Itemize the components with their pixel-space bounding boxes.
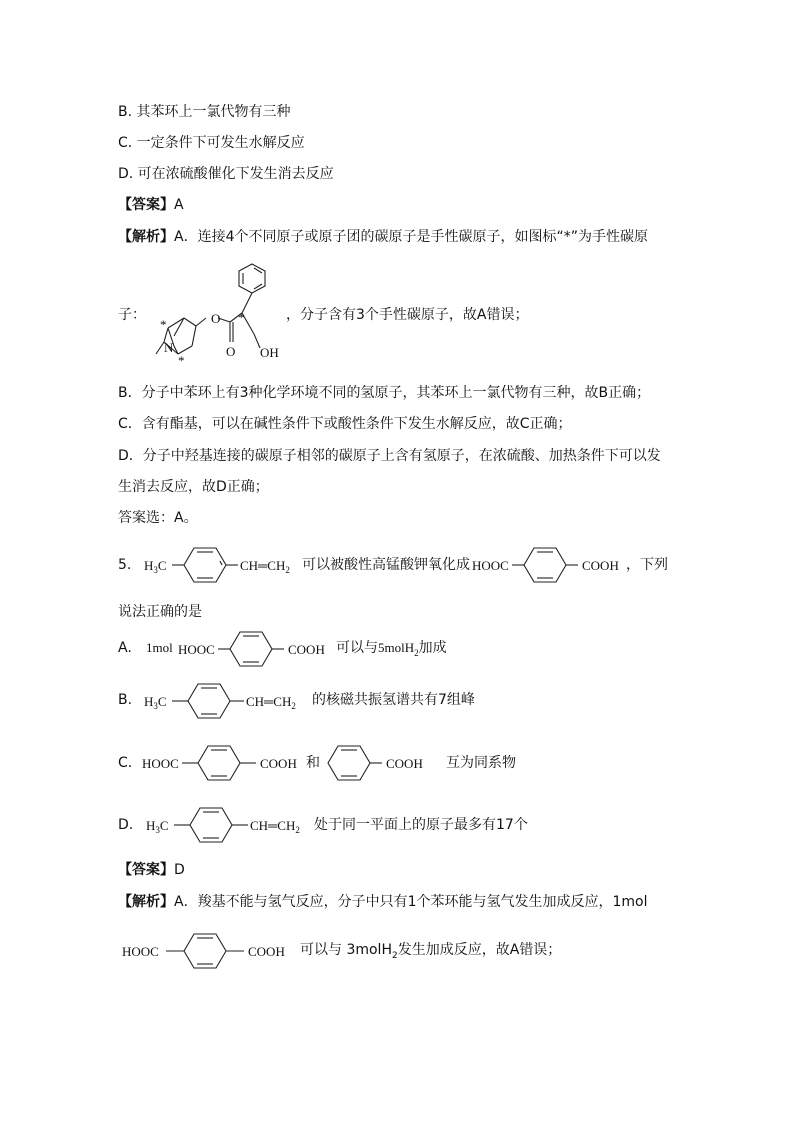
q5-option-c-mid: 和	[306, 755, 320, 771]
svg-text:HOOC: HOOC	[178, 642, 215, 657]
answer-value: A	[174, 197, 184, 213]
carbonyl-o-label: O	[226, 344, 236, 359]
analysis-label: 【解析】	[118, 894, 174, 910]
benzene-ring	[328, 746, 370, 780]
q5-answer	[118, 860, 185, 880]
benzene-ring	[198, 746, 240, 780]
q5-option-b-post: 的核磁共振氢谱共有7组峰	[312, 692, 475, 708]
q5-analysis-a-1	[118, 892, 647, 912]
methylstyrene-structure-b	[140, 680, 312, 720]
q5-number: 5.	[118, 557, 132, 573]
svg-text:COOH: COOH	[386, 756, 423, 771]
benzene-ring	[188, 684, 230, 718]
benzene-ring	[184, 934, 226, 968]
h3c-label: $H_3C$	[144, 558, 167, 575]
q4-analysis-a	[118, 227, 648, 247]
methylstyrene-structure-d	[142, 804, 314, 844]
benzene-ring	[230, 632, 272, 666]
q4-analysis-d-2: 生消去反应，故D正确；	[118, 479, 269, 495]
q5-option-c-label: C.	[118, 755, 133, 771]
q4-option-b: B. 其苯环上一氯代物有三种	[118, 104, 291, 120]
svg-text:H3C: $H_3C$	[144, 694, 167, 711]
analysis-label: 【解析】	[118, 229, 174, 245]
svg-text:COOH: COOH	[288, 642, 325, 657]
svg-text:COOH: COOH	[248, 944, 285, 959]
svg-text:CH═CH2: $CH═CH_2$	[250, 818, 300, 835]
q4-option-c: C. 一定条件下可发生水解反应	[118, 135, 305, 151]
hooc-label: HOOC	[472, 558, 509, 573]
answer-label: 【答案】	[118, 197, 174, 213]
q5-option-c-post: 互为同系物	[446, 755, 516, 771]
q5-option-a-pre: 1mol	[146, 640, 173, 655]
terephthalic-acid-structure-c	[142, 742, 306, 782]
cooh-label: COOH	[582, 558, 619, 573]
svg-text:COOH: COOH	[260, 756, 297, 771]
atropine-structure	[146, 258, 286, 362]
answer-value: D	[174, 862, 185, 878]
terephthalic-acid-structure-stem	[472, 544, 628, 584]
q5-stem-mid: 可以被酸性高锰酸钾氧化成	[302, 557, 470, 573]
analysis-a-text: A．羧基不能与氢气反应，分子中只有1个苯环能与氢气发生加成反应，1mol	[174, 894, 648, 910]
q4-answer	[118, 195, 184, 215]
q4-analysis-d-1: D．分子中羟基连接的碳原子相邻的碳原子上含有氢原子，在浓硫酸、加热条件下可以发	[118, 448, 661, 464]
q5-stem-line2: 说法正确的是	[118, 604, 202, 620]
q5-option-a-post: 可以与5molH$_2$加成	[336, 640, 447, 658]
chiral-star-2: *	[160, 317, 167, 332]
terephthalic-acid-structure-analysis	[122, 930, 300, 970]
q4-analysis-a-suffix: ，分子含有3个手性碳原子，故A错误；	[286, 307, 529, 323]
q5-option-d-post: 处于同一平面上的原子最多有17个	[314, 817, 528, 833]
vinyl-label: $CH═CH_2$	[240, 558, 290, 575]
svg-text:HOOC: HOOC	[142, 756, 179, 771]
q4-analysis-a-prefix: 子：	[118, 307, 146, 323]
ester-o-label: O	[211, 311, 221, 326]
q5-analysis-a-2: 可以与 3molH$_2$发生加成反应，故A错误；	[300, 942, 562, 961]
chiral-star-1: *	[238, 310, 245, 325]
answer-label: 【答案】	[118, 862, 174, 878]
svg-text:HOOC: HOOC	[122, 944, 159, 959]
q5-option-b-label: B.	[118, 692, 133, 708]
benzoic-acid-structure-c	[322, 742, 450, 782]
svg-text:H3C: $H_3C$	[146, 818, 169, 835]
nitrogen-label: N	[164, 340, 174, 355]
analysis-a-text: A．连接4个不同原子或原子团的碳原子是手性碳原子，如图标“*”为手性碳原	[174, 229, 648, 245]
terephthalic-acid-structure-a	[178, 628, 334, 668]
q4-option-d: D. 可在浓硫酸催化下发生消去反应	[118, 166, 334, 182]
q5-option-d-label: D.	[118, 817, 134, 833]
benzene-ring	[524, 548, 566, 582]
benzene-ring	[184, 548, 226, 582]
chiral-star-3: *	[178, 353, 185, 362]
q4-choose: 答案选：A。	[118, 510, 198, 526]
benzene-ring	[190, 808, 232, 842]
hydroxyl-label: OH	[260, 345, 279, 360]
q4-analysis-b: B．分子中苯环上有3种化学环境不同的氢原子，其苯环上一氯代物有三种，故B正确；	[118, 385, 651, 401]
q5-option-a-label: A.	[118, 640, 132, 656]
q4-analysis-c: C．含有酯基，可以在碱性条件下或酸性条件下发生水解反应，故C正确；	[118, 416, 572, 432]
q5-stem-end: ，下列	[626, 557, 668, 573]
methylstyrene-structure-stem	[140, 544, 300, 584]
svg-text:CH═CH2: $CH═CH_2$	[246, 694, 296, 711]
